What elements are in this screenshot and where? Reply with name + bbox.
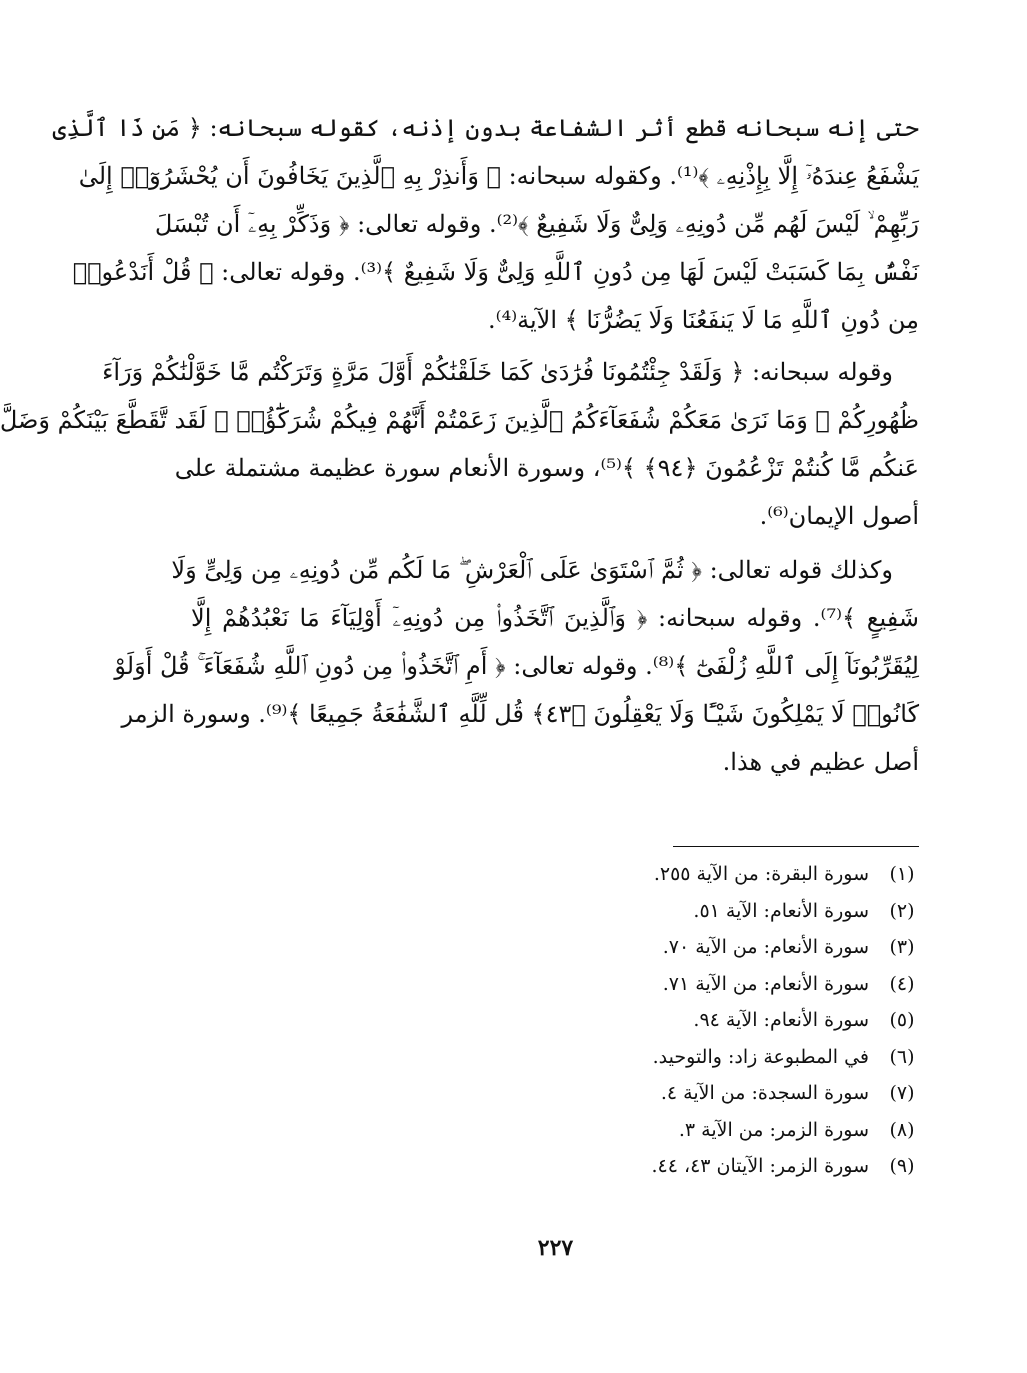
text-line: شَفِيعٍ ﴾⁽⁷⁾. وقوله سبحانه: ﴿ وَٱلَّذِينَ ٱتَّخَذُوا۟ مِن دُونِهِۦٓ أَوْلِيَآءَ مَا نَعْبُدُهُمْ إِلَّا — [191, 604, 919, 632]
text-line: ظُهُورِكُمْ ۖ وَمَا نَرَىٰ مَعَكُمْ شُفَعَآءَكُمُ ٱلَّذِينَ زَعَمْتُمْ أَنَّهُمْ فِيكُمْ شُرَكَٰٓؤُا۟ ۚ لَقَد تَّقَطَّعَ بَيْنَكُمْ وَضَلَّ — [0, 406, 919, 434]
footnote-text: سورة الزمر: الآيتان ٤٣، ٤٤. — [651, 1155, 869, 1177]
footnote-text: في المطبوعة زاد: والتوحيد. — [652, 1045, 869, 1068]
footnote-number: (٢) — [889, 899, 915, 922]
text-line: لِيُقَرِّبُونَآ إِلَى ٱللَّهِ زُلْفَىٰٓ ﴾⁽⁸⁾. وقوله تعالى: ﴿ أَمِ ٱتَّخَذُوا۟ مِن دُونِ ٱللَّهِ شُفَعَآءَ ۚ قُلْ أَوَلَوْ — [114, 652, 919, 680]
body-paragraph-1 — [52, 104, 919, 344]
footnote-number: (٣) — [889, 936, 915, 958]
page-number: ٢٢٧ — [537, 1235, 574, 1261]
footnote-4 — [499, 966, 919, 1003]
footnote-text: سورة البقرة: من الآية ٢٥٥. — [653, 863, 869, 885]
footnote-number: (٦) — [889, 1045, 915, 1068]
text-line: رَبِّهِمْ ۙ لَيْسَ لَهُم مِّن دُونِهِۦ وَلِىٌّ وَلَا شَفِيعٌ ﴾⁽²⁾. وقوله تعالى: ﴿ وَذَكِّرْ بِهِۦٓ أَن تُبْسَلَ — [154, 210, 919, 238]
footnote-1 — [499, 856, 919, 893]
body-paragraph-2 — [0, 348, 919, 540]
text-line: مِن دُونِ ٱللَّهِ مَا لَا يَنفَعُنَا وَلَا يَضُرُّنَا ﴾ الآية⁽⁴⁾. — [488, 306, 919, 334]
footnote-6 — [499, 1039, 919, 1076]
text-line: وكذلك قوله تعالى: ﴿ ثُمَّ ٱسْتَوَىٰ عَلَى ٱلْعَرْشِ ۖ مَا لَكُم مِّن دُونِهِۦ مِن وَلِىٍّ وَلَا — [171, 556, 893, 584]
footnote-text: سورة الأنعام: من الآية ٧١. — [662, 972, 869, 995]
text-line: أصل عظيم في هذا. — [722, 748, 919, 776]
text-line: يَشْفَعُ عِندَهُۥٓ إِلَّا بِإِذْنِهِۦ ﴾⁽¹⁾. وكقوله سبحانه: ﴿ وَأَنذِرْ بِهِ ٱلَّذِينَ يَخَافُونَ أَن يُحْشَرُوٓا۟ إِلَىٰ — [78, 162, 919, 190]
footnote-divider — [673, 846, 919, 847]
footnote-text: سورة الأنعام: الآية ٩٤. — [693, 1009, 869, 1031]
footnote-number: (٨) — [889, 1118, 915, 1141]
footnote-text: سورة الزمر: من الآية ٣. — [678, 1118, 869, 1141]
footnote-number: (٩) — [889, 1155, 915, 1177]
footnote-text: سورة الأنعام: الآية ٥١. — [693, 899, 869, 922]
footnote-3 — [499, 929, 919, 966]
footnote-7 — [499, 1075, 919, 1112]
footnotes-list — [499, 856, 919, 1185]
footnote-number: (٧) — [889, 1082, 915, 1104]
footnote-2 — [499, 893, 919, 930]
text-line: عَنكُم مَّا كُنتُمْ تَزْعُمُونَ ﴿٩٤﴾ ﴾⁽⁵⁾، وسورة الأنعام سورة عظيمة مشتملة على — [174, 454, 919, 482]
text-line: حتى إنه سبحانه قطع أثر الشفاعة بدون إذنه، كقوله سبحانه: ﴿ مَن ذَا ٱلَّذِى — [52, 114, 919, 142]
text-line: نَفْسٌۢ بِمَا كَسَبَتْ لَيْسَ لَهَا مِن دُونِ ٱللَّهِ وَلِىٌّ وَلَا شَفِيعٌ ﴾⁽³⁾. وقوله تعالى: ﴿ قُلْ أَنَدْعُوا۟ — [72, 258, 919, 286]
footnote-8 — [499, 1112, 919, 1149]
text-line: أصول الإيمان⁽⁶⁾. — [759, 502, 919, 530]
footnote-text: سورة الأنعام: من الآية ٧٠. — [662, 936, 869, 958]
footnote-number: (٤) — [889, 972, 915, 995]
footnote-number: (١) — [889, 863, 915, 885]
footnote-5 — [499, 1002, 919, 1039]
text-line: كَانُوا۟ لَا يَمْلِكُونَ شَيْـًٔا وَلَا يَعْقِلُونَ ﴿٤٣﴾ قُل لِّلَّهِ ٱلشَّفَٰعَةُ جَمِيعًا ﴾⁽⁹⁾. وسورة الزمر — [121, 700, 919, 728]
text-line: وقوله سبحانه: ﴿ وَلَقَدْ جِئْتُمُونَا فُرَٰدَىٰ كَمَا خَلَقْنَٰكُمْ أَوَّلَ مَرَّةٍ وَتَرَكْتُم مَّا خَوَّلْنَٰكُمْ وَرَآءَ — [102, 358, 893, 386]
body-paragraph-3 — [114, 546, 919, 786]
footnote-number: (٥) — [889, 1009, 915, 1031]
footnote-text: سورة السجدة: من الآية ٤. — [660, 1082, 869, 1104]
footnote-9 — [499, 1148, 919, 1185]
